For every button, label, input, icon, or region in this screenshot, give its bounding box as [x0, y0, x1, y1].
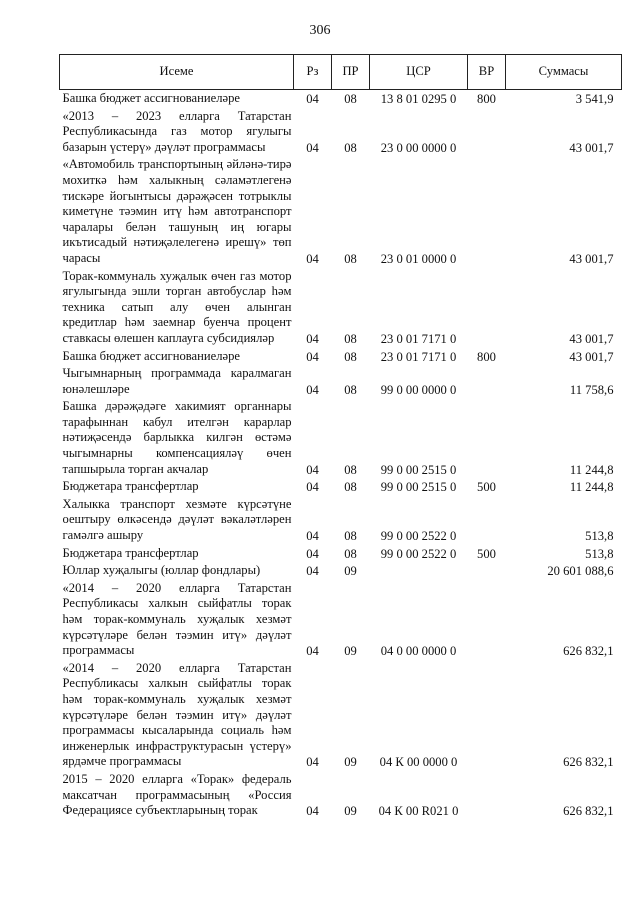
- row-sum-cell: 513,8: [585, 529, 614, 544]
- row-csr-cell: 23 0 00 0000 0: [380, 140, 457, 155]
- row-sum-cell: 626 832,1: [563, 804, 614, 819]
- row-name-cell: 2015 – 2020 елларга «Торак» федераль максатчан программасының «Россия Федерациясе субъектларының торак: [62, 771, 292, 818]
- row-name-cell: Башка дәрәҗәдәге хакимият органнары тарафыннан кабул ителгән карарлар нәтиҗәсендә барлыкка килгән өстәмә чыгымнарны компенсацияләү өчен тапшырыла торган акчалар: [62, 399, 292, 476]
- row-rz-cell: 04: [306, 382, 319, 397]
- row-name-cell: «2013 – 2023 елларга Татарстан Республикасында газ мотор ягулыгы базарын үстерү» дәүләт программасы: [62, 108, 292, 154]
- table-body: [60, 90, 622, 820]
- row-vr-cell: 800: [477, 92, 496, 106]
- row-pr-cell: 09: [344, 755, 357, 770]
- header-pr: ПР: [332, 55, 370, 90]
- row-sum-cell: 3 541,9: [575, 92, 614, 106]
- row-csr-cell: 99 0 00 2522 0: [380, 546, 457, 561]
- row-rz-cell: 04: [306, 564, 319, 579]
- row-sum-cell: 11 244,8: [569, 480, 614, 495]
- row-sum-cell: 626 832,1: [563, 644, 614, 659]
- row-rz-cell: 04: [306, 462, 319, 477]
- row-rz-cell: 04: [306, 140, 319, 155]
- row-pr-cell: 08: [344, 546, 357, 561]
- row-pr-cell: 08: [344, 349, 357, 364]
- row-vr-cell: [468, 771, 506, 820]
- row-sum-cell: 43 001,7: [569, 349, 614, 364]
- row-csr-cell: 99 0 00 2515 0: [380, 462, 457, 477]
- row-csr-cell: [370, 562, 468, 580]
- header-csr: ЦСР: [370, 55, 468, 90]
- row-vr-cell: [468, 580, 506, 660]
- row-csr-cell: 99 0 00 2515 0: [380, 480, 457, 495]
- row-csr-cell: 99 0 00 2522 0: [380, 529, 457, 544]
- row-csr-cell: 04 0 00 0000 0: [380, 644, 457, 659]
- row-pr-cell: 09: [344, 564, 357, 579]
- row-name-cell: Башка бюджет ассигнованиеләре: [62, 348, 240, 363]
- row-name-cell: «2014 – 2020 елларга Татарстан Республикасы халкын сыйфатлы торак һәм торак-коммуналь хуҗалык хезмәт күрсәтүләре белән тәэмин итү» дәүләт программасы: [62, 580, 292, 658]
- row-csr-cell: 13 8 01 0295 0: [380, 92, 457, 106]
- row-sum-cell: 43 001,7: [569, 140, 614, 155]
- row-pr-cell: 08: [344, 92, 357, 106]
- row-vr-cell: 800: [477, 349, 496, 364]
- table-row: [60, 108, 622, 157]
- row-vr-cell: 500: [477, 546, 496, 561]
- row-sum-cell: 11 244,8: [569, 462, 614, 477]
- row-pr-cell: 09: [344, 804, 357, 819]
- page-number: 306: [309, 23, 331, 38]
- table-row: [60, 660, 622, 771]
- row-name-cell: Юллар хуҗалыгы (юллар фондлары): [62, 563, 261, 578]
- row-rz-cell: 04: [306, 804, 319, 819]
- row-name-cell: «2014 – 2020 елларга Татарстан Республикасы халкын сыйфатлы торак һәм торак-коммуналь хуҗалык хезмәт күрсәтүләре белән тәэмин итү» дәүләт программасы кысаларында социаль һәм инженерлык инфраструктурасын үстерү» ярдәмче программасы: [62, 660, 292, 769]
- row-name-cell: Халыкка транспорт хезмәте күрсәтүне оештыру өлкәсендә дәүләт вәкаләтләрен гамәлгә ашыру: [62, 496, 292, 543]
- table-row: [60, 771, 622, 820]
- row-vr-cell: [468, 562, 506, 580]
- row-rz-cell: 04: [306, 480, 319, 495]
- row-pr-cell: 08: [344, 529, 357, 544]
- row-rz-cell: 04: [306, 251, 319, 266]
- header-vr: ВР: [468, 55, 506, 90]
- table-row: [60, 156, 622, 267]
- row-vr-cell: [468, 156, 506, 267]
- table-row: [60, 90, 622, 108]
- header-name: Исеме: [60, 55, 294, 90]
- row-csr-cell: 23 0 01 0000 0: [380, 251, 457, 266]
- table-row: [60, 365, 622, 398]
- row-pr-cell: 08: [344, 251, 357, 266]
- row-csr-cell: 23 0 01 7171 0: [380, 349, 457, 364]
- row-name-cell: Торак-коммуналь хуҗалык өчен газ мотор ягулыгында эшли торган автобуслар һәм техника сатып алу өчен алынган кредитлар һәм заемнар буенча процент ставкасы өлешен каплауга субсидияләр: [62, 268, 292, 345]
- row-sum-cell: 43 001,7: [569, 331, 614, 346]
- table-row: [60, 545, 622, 563]
- header-rz: Рз: [294, 55, 332, 90]
- table-header-row: [60, 55, 622, 90]
- row-name-cell: Бюджетара трансфертлар: [62, 545, 199, 560]
- table-row: [60, 478, 622, 496]
- row-rz-cell: 04: [306, 644, 319, 659]
- row-csr-cell: 04 К 00 0000 0: [379, 755, 458, 770]
- row-rz-cell: 04: [306, 529, 319, 544]
- row-pr-cell: 08: [344, 382, 357, 397]
- row-pr-cell: 08: [344, 462, 357, 477]
- row-rz-cell: 04: [306, 92, 319, 106]
- row-vr-cell: [468, 108, 506, 157]
- row-vr-cell: 500: [477, 480, 496, 495]
- row-csr-cell: 99 0 00 0000 0: [380, 382, 457, 397]
- row-name-cell: Чыгымнарның программада каралмаган юнәлешләре: [62, 366, 292, 396]
- row-pr-cell: 08: [344, 331, 357, 346]
- row-csr-cell: 23 0 01 7171 0: [380, 331, 457, 346]
- table-row: [60, 398, 622, 478]
- table-row: [60, 580, 622, 660]
- row-rz-cell: 04: [306, 349, 319, 364]
- row-name-cell: «Автомобиль транспортының әйләнә-тирә мохиткә һәм халыкның сәламәтлегенә тискәре йогынтысы дәрәҗәсен тотрыклы киметүне тәэмин итү һәм автотранспорт чаралары белән ташуның иң югары икътисадый нәтиҗәлелегенә ирешү» төп чарасы: [62, 157, 292, 265]
- budget-table: [59, 54, 622, 820]
- row-vr-cell: [468, 365, 506, 398]
- row-name-cell: Башка бюджет ассигнованиеләре: [62, 91, 240, 105]
- row-vr-cell: [468, 398, 506, 478]
- table-row: [60, 496, 622, 545]
- header-sum: Суммасы: [506, 55, 622, 90]
- row-sum-cell: 20 601 088,6: [547, 564, 614, 579]
- table-row: [60, 562, 622, 580]
- row-pr-cell: 08: [344, 480, 357, 495]
- row-name-cell: Бюджетара трансфертлар: [62, 479, 199, 494]
- row-vr-cell: [468, 660, 506, 771]
- table-row: [60, 348, 622, 366]
- row-pr-cell: 08: [344, 140, 357, 155]
- row-csr-cell: 04 К 00 R021 0: [378, 804, 459, 819]
- row-sum-cell: 513,8: [585, 546, 614, 561]
- row-sum-cell: 11 758,6: [569, 382, 614, 397]
- row-vr-cell: [468, 496, 506, 545]
- row-rz-cell: 04: [306, 331, 319, 346]
- row-pr-cell: 09: [344, 644, 357, 659]
- table-row: [60, 268, 622, 348]
- row-vr-cell: [468, 268, 506, 348]
- row-sum-cell: 43 001,7: [569, 251, 614, 266]
- row-rz-cell: 04: [306, 546, 319, 561]
- row-sum-cell: 626 832,1: [563, 755, 614, 770]
- row-rz-cell: 04: [306, 755, 319, 770]
